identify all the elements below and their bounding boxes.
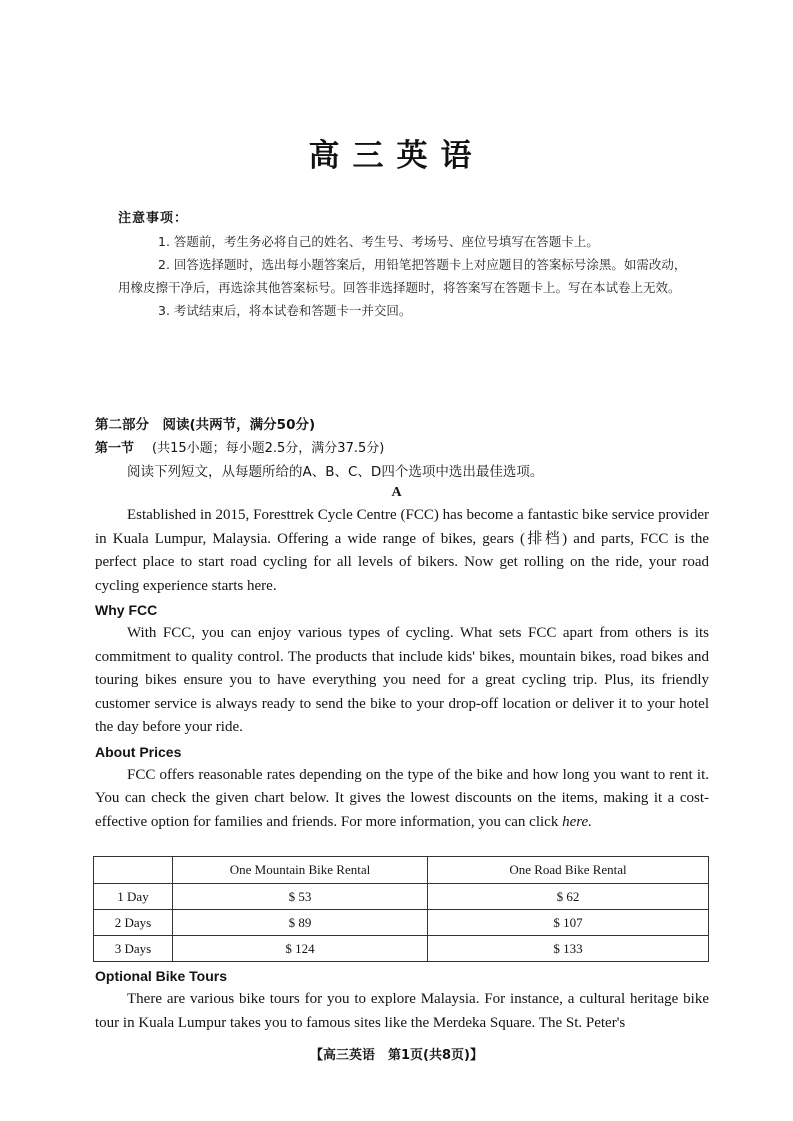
section-instruction: 阅读下列短文，从每题所给的A、B、C、D四个选项中选出最佳选项。 — [127, 464, 544, 480]
subsection-text: (共15小题；每小题2.5分，满分37.5分) — [152, 441, 385, 456]
prices-heading: About Prices — [95, 743, 182, 760]
tours-paragraph: There are various bike tours for you to explore Malaysia. For instance, a cultural heritage bike tour in Kuala Lumpur takes you to famous sites like the Merdeka Square. The St. Peter's — [95, 991, 709, 1031]
prices-text: FCC offers reasonable rates depending on the type of the bike and how long you want to rent it. You can check the given chart below. It gives the lowest discounts on the items, making it a cost-effective option for families and friends. For more information, you can click — [95, 766, 709, 830]
table-header-cell — [94, 857, 173, 884]
table-cell: 3 Days — [94, 936, 173, 962]
notice-item: 3. 考试结束后，将本试卷和答题卡一并交回。 — [158, 303, 412, 318]
table-cell: 1 Day — [94, 884, 173, 910]
table-header-cell: One Road Bike Rental — [428, 857, 709, 884]
table-row — [94, 936, 709, 962]
notice-item: 2. 回答选择题时，选出每小题答案后，用铅笔把答题卡上对应题目的答案标号涂黑。如需改动，用橡皮擦干净后，再选涂其他答案标号。回答非选择题时，将答案写在答题卡上。写在本试卷上无效。 — [118, 257, 687, 295]
more-info-link[interactable]: here. — [562, 813, 592, 830]
passage-tours — [95, 964, 709, 1035]
notice-heading: 注意事项： — [118, 211, 189, 226]
prices-paragraph — [95, 764, 709, 835]
passage-intro: Established in 2015, Foresttrek Cycle Centre (FCC) has become a fantastic bike service provider in Kuala Lumpur, Malaysia. Offering a wide range of bikes, gears (排档) and parts, FCC is the perfect place to start road cycling for all levels of bikers. Now get rolling on the ride, your road cycling experience starts here. — [95, 507, 709, 594]
table-cell: $ 62 — [428, 884, 709, 910]
page-title: 高三英语 — [308, 138, 485, 174]
notice-item: 1. 答题前，考生务必将自己的姓名、考生号、考场号、座位号填写在答题卡上。 — [158, 234, 599, 249]
passage-letter: A — [391, 485, 402, 500]
passage-body — [95, 504, 709, 834]
table-cell: $ 53 — [173, 884, 428, 910]
table-cell: $ 107 — [428, 910, 709, 936]
table-cell: $ 89 — [173, 910, 428, 936]
price-table — [93, 856, 709, 962]
table-cell: $ 124 — [173, 936, 428, 962]
subsection-label: 第一节 — [95, 441, 135, 456]
table-cell: 2 Days — [94, 910, 173, 936]
section-heading: 第二部分 阅读(共两节，满分50分) — [95, 417, 316, 433]
table-cell: $ 133 — [428, 936, 709, 962]
tours-heading: Optional Bike Tours — [95, 968, 227, 984]
notice-block — [118, 207, 690, 322]
table-row — [94, 910, 709, 936]
table-row — [94, 884, 709, 910]
table-header-row — [94, 857, 709, 884]
page-footer: 【高三英语 第1页(共8页)】 — [310, 1048, 483, 1063]
why-heading: Why FCC — [95, 602, 158, 618]
subsection-heading — [95, 437, 384, 456]
why-paragraph: With FCC, you can enjoy various types of cycling. What sets FCC apart from others is its commitment to quality control. The products that include kids' bikes, mountain bikes, road bikes and touring bikes ensure you to have everything you need for a great cycling trip. Plus, its friendly customer service is always ready to send the bike to your drop-off location or deliver it to your hotel the day before your ride. — [95, 625, 709, 735]
table-header-cell: One Mountain Bike Rental — [173, 857, 428, 884]
